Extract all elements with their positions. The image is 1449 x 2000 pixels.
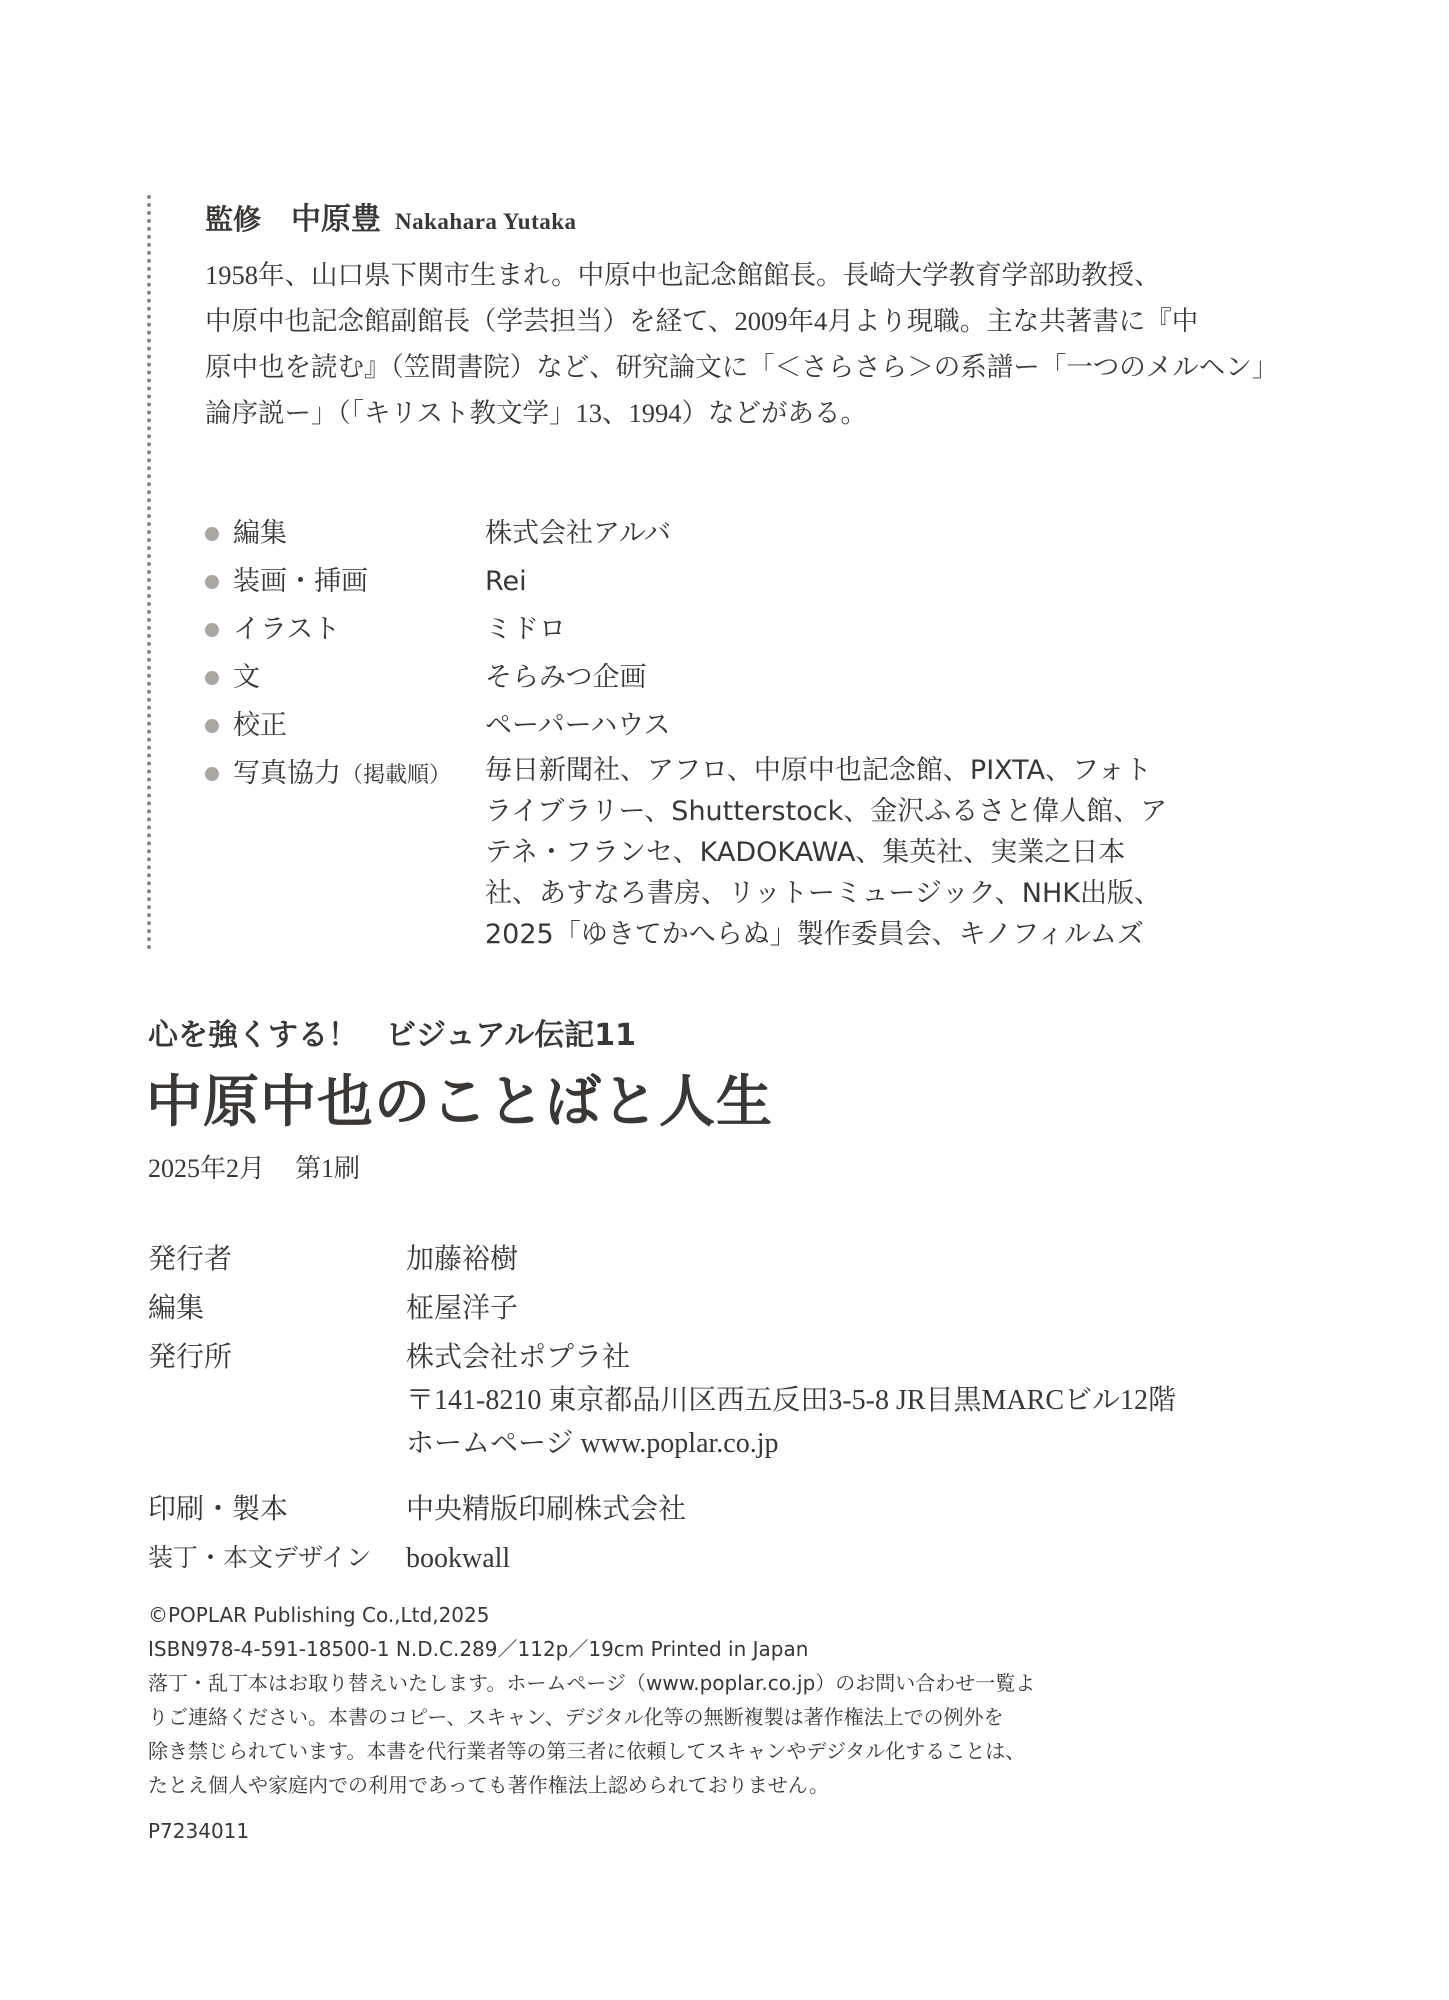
book-title: 中原中也のことばと人生 — [146, 1070, 773, 1135]
credit-value: ミドロ — [485, 614, 566, 645]
credit-value: Rei — [485, 566, 527, 597]
series-name — [148, 1010, 636, 1054]
series-prefix: 心を強くする！ — [148, 1018, 358, 1053]
publisher-value: 加藤裕樹 — [406, 1244, 519, 1275]
credit-value: そらみつ企画 — [485, 662, 647, 693]
credit-row — [205, 606, 1165, 654]
credit-label: 装画・挿画 — [233, 566, 368, 597]
photo-credit-value — [485, 750, 1445, 955]
bullet-dot-icon — [205, 575, 219, 589]
design-row — [148, 1537, 1298, 1586]
credit-row — [205, 510, 1165, 558]
credit-value: ペーパーハウス — [485, 710, 671, 741]
photo-credit-line: テネ・フランセ、KADOKAWA、集英社、実業之日本 — [485, 837, 1126, 868]
isbn: ISBN978-4-591-18500-1 N.D.C.289／112p／19cm Printed in Japan — [148, 1637, 809, 1661]
bullet-dot-icon — [205, 719, 219, 733]
photo-credit-label-note: （掲載順） — [341, 763, 452, 788]
edition-date: 2025年2月 — [148, 1154, 266, 1183]
credit-row — [205, 702, 1165, 750]
supervisor-role: 監修 — [205, 203, 262, 236]
office-row — [148, 1336, 1298, 1488]
printing-label: 印刷・製本 — [148, 1494, 289, 1525]
office-homepage: ホームページ www.poplar.co.jp — [406, 1428, 779, 1459]
edition-info — [148, 1148, 360, 1185]
publisher-row — [148, 1238, 1298, 1287]
design-value: bookwall — [406, 1543, 511, 1574]
photo-credit-row — [205, 750, 1168, 955]
credit-label: 校正 — [233, 710, 287, 741]
credit-value: 株式会社アルバ — [485, 518, 672, 549]
bullet-dot-icon — [205, 767, 219, 781]
office-label: 発行所 — [148, 1342, 233, 1373]
series-title: ビジュアル伝記11 — [386, 1018, 636, 1053]
notice-line: たとえ個人や家庭内での利用であっても著作権法上認められておりません。 — [148, 1773, 829, 1797]
bio-line: 1958年、山口県下関市生まれ。中原中也記念館館長。長崎大学教育学部助教授、 — [205, 260, 1161, 290]
editor-row — [148, 1287, 1298, 1336]
supervisor-bio — [205, 252, 1279, 436]
notice-line: りご連絡ください。本書のコピー、スキャン、デジタル化等の無断複製は著作権法上での例外を — [148, 1705, 1004, 1729]
photo-credit-line: 社、あすなろ書房、リットーミュージック、NHK出版、 — [485, 878, 1161, 909]
supervisor-name-roman: Nakahara Yutaka — [395, 209, 577, 234]
colophon-footer — [148, 1598, 1248, 1802]
publication-info — [148, 1238, 1298, 1586]
supervisor-heading — [205, 194, 577, 238]
notice-line: 落丁・乱丁本はお取り替えいたします。ホームページ（www.poplar.co.jp）のお問い合わせ一覧よ — [148, 1671, 1036, 1695]
credit-row — [205, 558, 1165, 606]
printing-row — [148, 1488, 1298, 1537]
office-address: 〒141-8210 東京都品川区西五反田3-5-8 JR目黒MARCビル12階 — [406, 1385, 1177, 1416]
photo-credit-label — [233, 750, 451, 800]
credits-list — [205, 510, 1168, 955]
credit-label: イラスト — [233, 614, 341, 645]
product-code: P7234011 — [148, 1819, 250, 1843]
design-label: 装丁・本文デザイン — [148, 1545, 372, 1572]
edition-printing: 第1刷 — [295, 1154, 361, 1183]
bullet-dot-icon — [205, 671, 219, 685]
credit-label: 編集 — [233, 518, 287, 549]
publisher-label: 発行者 — [148, 1244, 233, 1275]
supervisor-name: 中原豊 — [291, 202, 382, 237]
photo-credit-line: 2025「ゆきてかへらぬ」製作委員会、キノフィルムズ — [485, 919, 1144, 950]
dotted-divider — [147, 195, 151, 950]
bullet-dot-icon — [205, 527, 219, 541]
notice-line: 除き禁じられています。本書を代行業者等の第三者に依頼してスキャンやデジタル化することは、 — [148, 1739, 1026, 1763]
photo-credit-line: ライブラリー、Shutterstock、金沢ふるさと偉人館、ア — [485, 796, 1168, 827]
bio-line: 中原中也記念館副館長（学芸担当）を経て、2009年4月より現職。主な共著書に『中 — [205, 306, 1199, 336]
photo-credit-line: 毎日新聞社、アフロ、中原中也記念館、PIXTA、フォト — [485, 755, 1152, 786]
office-value — [406, 1336, 1298, 1465]
photo-credit-label-text: 写真協力 — [233, 758, 341, 789]
bio-line: 原中也を読む』（笠間書院）など、研究論文に「＜さらさら＞の系譜ー「一つのメルヘン」 — [205, 352, 1279, 382]
printing-value: 中央精版印刷株式会社 — [406, 1494, 687, 1525]
editor-value: 柾屋洋子 — [406, 1293, 519, 1324]
copyright: ©POPLAR Publishing Co.,Ltd,2025 — [148, 1603, 490, 1627]
editor-label: 編集 — [148, 1293, 205, 1324]
credit-label: 文 — [233, 662, 260, 693]
bio-line: 論序説ー」（「キリスト教文学」13、1994）などがある。 — [205, 398, 867, 428]
bullet-dot-icon — [205, 623, 219, 637]
office-name: 株式会社ポプラ社 — [406, 1342, 631, 1373]
credit-row — [205, 654, 1165, 702]
